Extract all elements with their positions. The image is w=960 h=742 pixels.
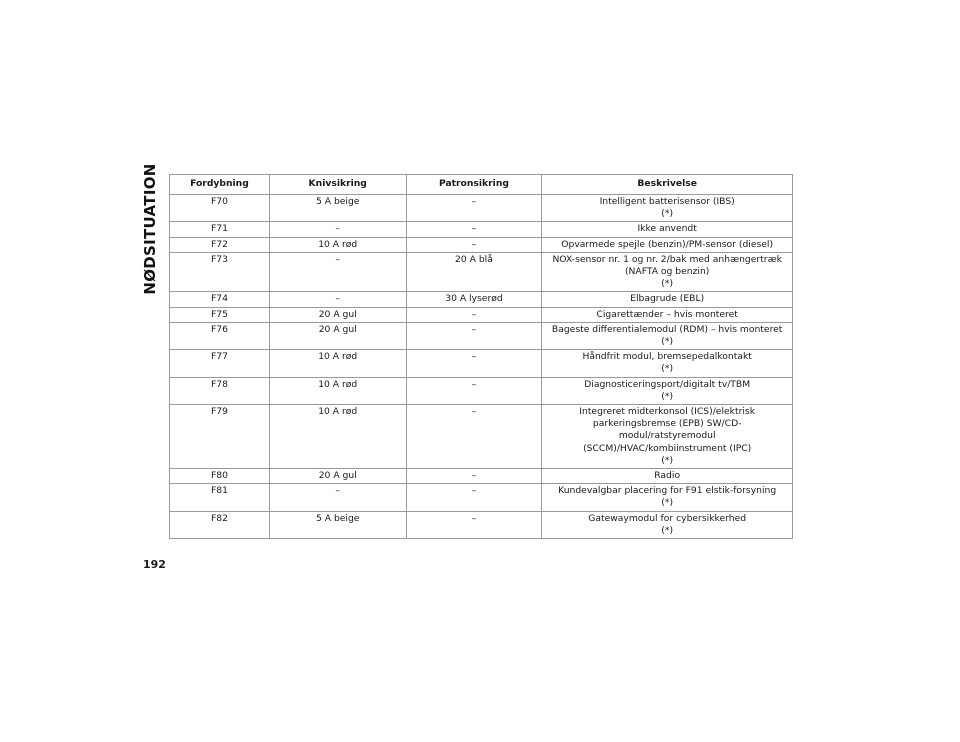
blade-fuse-cell: 20 A gul	[269, 469, 406, 484]
description-line: (*)	[661, 524, 674, 536]
description-line: parkeringsbremse (EPB) SW/CD-modul/ratstyremodul	[592, 418, 742, 442]
header-blade-fuse: Knivsikring	[269, 175, 406, 195]
blade-fuse-cell: 20 A gul	[269, 307, 406, 322]
table-row	[170, 484, 793, 511]
cartridge-fuse-cell: –	[406, 307, 542, 322]
description-cell	[542, 237, 793, 252]
cavity-cell: F73	[170, 252, 270, 292]
cavity-cell: F71	[170, 222, 270, 237]
blade-fuse-cell: –	[269, 292, 406, 307]
blade-fuse-cell: 5 A beige	[269, 195, 406, 222]
table-row	[170, 237, 793, 252]
description-cell	[542, 469, 793, 484]
description-cell	[542, 292, 793, 307]
table-row	[170, 307, 793, 322]
cartridge-fuse-cell: –	[406, 322, 542, 349]
section-title-tab	[141, 163, 159, 295]
cavity-cell: F74	[170, 292, 270, 307]
table-row	[170, 377, 793, 404]
cartridge-fuse-cell: –	[406, 195, 542, 222]
cavity-cell: F80	[170, 469, 270, 484]
table-row	[170, 252, 793, 292]
cavity-cell: F70	[170, 195, 270, 222]
cavity-cell: F75	[170, 307, 270, 322]
description-line: Gatewaymodul for cybersikkerhed	[588, 512, 747, 524]
table-row	[170, 195, 793, 222]
blade-fuse-cell: 20 A gul	[269, 322, 406, 349]
table-row	[170, 322, 793, 349]
blade-fuse-cell: 10 A rød	[269, 350, 406, 377]
blade-fuse-cell: 10 A rød	[269, 237, 406, 252]
description-cell	[542, 350, 793, 377]
description-line: (*)	[661, 390, 674, 402]
header-cartridge-fuse: Patronsikring	[406, 175, 542, 195]
description-cell	[542, 252, 793, 292]
cartridge-fuse-cell: –	[406, 350, 542, 377]
description-line: Kundevalgbar placering for F91 elstik-forsyning	[558, 485, 777, 497]
description-line: Integreret midterkonsol (ICS)/elektrisk	[579, 406, 756, 418]
cartridge-fuse-cell: –	[406, 222, 542, 237]
cavity-cell: F78	[170, 377, 270, 404]
blade-fuse-cell: 5 A beige	[269, 511, 406, 538]
cartridge-fuse-cell: –	[406, 469, 542, 484]
fuse-table-header	[170, 175, 793, 195]
description-cell	[542, 222, 793, 237]
table-row	[170, 405, 793, 469]
description-line: Elbagrude (EBL)	[630, 293, 705, 305]
section-title: NØDSITUATION	[141, 163, 159, 295]
description-cell	[542, 195, 793, 222]
header-row	[170, 175, 793, 195]
description-line: Radio	[654, 470, 681, 482]
description-line: NOX-sensor nr. 1 og nr. 2/bak med anhængertræk	[552, 253, 782, 265]
description-line: Håndfrit modul, bremsepedalkontakt	[582, 351, 752, 363]
blade-fuse-cell: –	[269, 222, 406, 237]
description-line: (SCCM)/HVAC/kombiinstrument (IPC)	[583, 442, 752, 454]
description-cell	[542, 307, 793, 322]
header-description: Beskrivelse	[542, 175, 793, 195]
description-line: Opvarmede spejle (benzin)/PM-sensor (diesel)	[561, 238, 774, 250]
cartridge-fuse-cell: –	[406, 405, 542, 469]
cavity-cell: F81	[170, 484, 270, 511]
blade-fuse-cell: –	[269, 252, 406, 292]
cavity-cell: F77	[170, 350, 270, 377]
cartridge-fuse-cell: 30 A lyserød	[406, 292, 542, 307]
description-cell	[542, 322, 793, 349]
description-line: (NAFTA og benzin)	[624, 266, 710, 278]
table-row	[170, 511, 793, 538]
description-line: Intelligent batterisensor (IBS)	[599, 196, 735, 207]
cartridge-fuse-cell: –	[406, 237, 542, 252]
description-line: (*)	[661, 454, 674, 466]
description-line: (*)	[661, 336, 674, 348]
cavity-cell: F82	[170, 511, 270, 538]
cartridge-fuse-cell: –	[406, 511, 542, 538]
cavity-cell: F79	[170, 405, 270, 469]
description-line: Cigarettænder – hvis monteret	[596, 308, 738, 320]
cartridge-fuse-cell: 20 A blå	[406, 252, 542, 292]
fuse-table	[169, 174, 793, 539]
table-row	[170, 222, 793, 237]
cartridge-fuse-cell: –	[406, 377, 542, 404]
description-line: Ikke anvendt	[637, 223, 697, 235]
cavity-cell: F76	[170, 322, 270, 349]
header-cavity: Fordybning	[170, 175, 270, 195]
blade-fuse-cell: 10 A rød	[269, 377, 406, 404]
description-cell	[542, 511, 793, 538]
description-cell	[542, 405, 793, 469]
description-line: Bageste differentialemodul (RDM) – hvis monteret	[551, 323, 783, 335]
description-line: (*)	[661, 208, 674, 220]
description-line: (*)	[661, 278, 674, 290]
table-row	[170, 292, 793, 307]
cartridge-fuse-cell: –	[406, 484, 542, 511]
description-cell	[542, 484, 793, 511]
blade-fuse-cell: 10 A rød	[269, 405, 406, 469]
description-line: (*)	[661, 497, 674, 509]
fuse-table-body	[170, 195, 793, 539]
page-number: 192	[143, 558, 166, 571]
description-line: (*)	[661, 363, 674, 375]
blade-fuse-cell: –	[269, 484, 406, 511]
description-line: Diagnosticeringsport/digitalt tv/TBM	[584, 378, 751, 390]
cavity-cell: F72	[170, 237, 270, 252]
table-row	[170, 469, 793, 484]
description-cell	[542, 377, 793, 404]
table-row	[170, 350, 793, 377]
